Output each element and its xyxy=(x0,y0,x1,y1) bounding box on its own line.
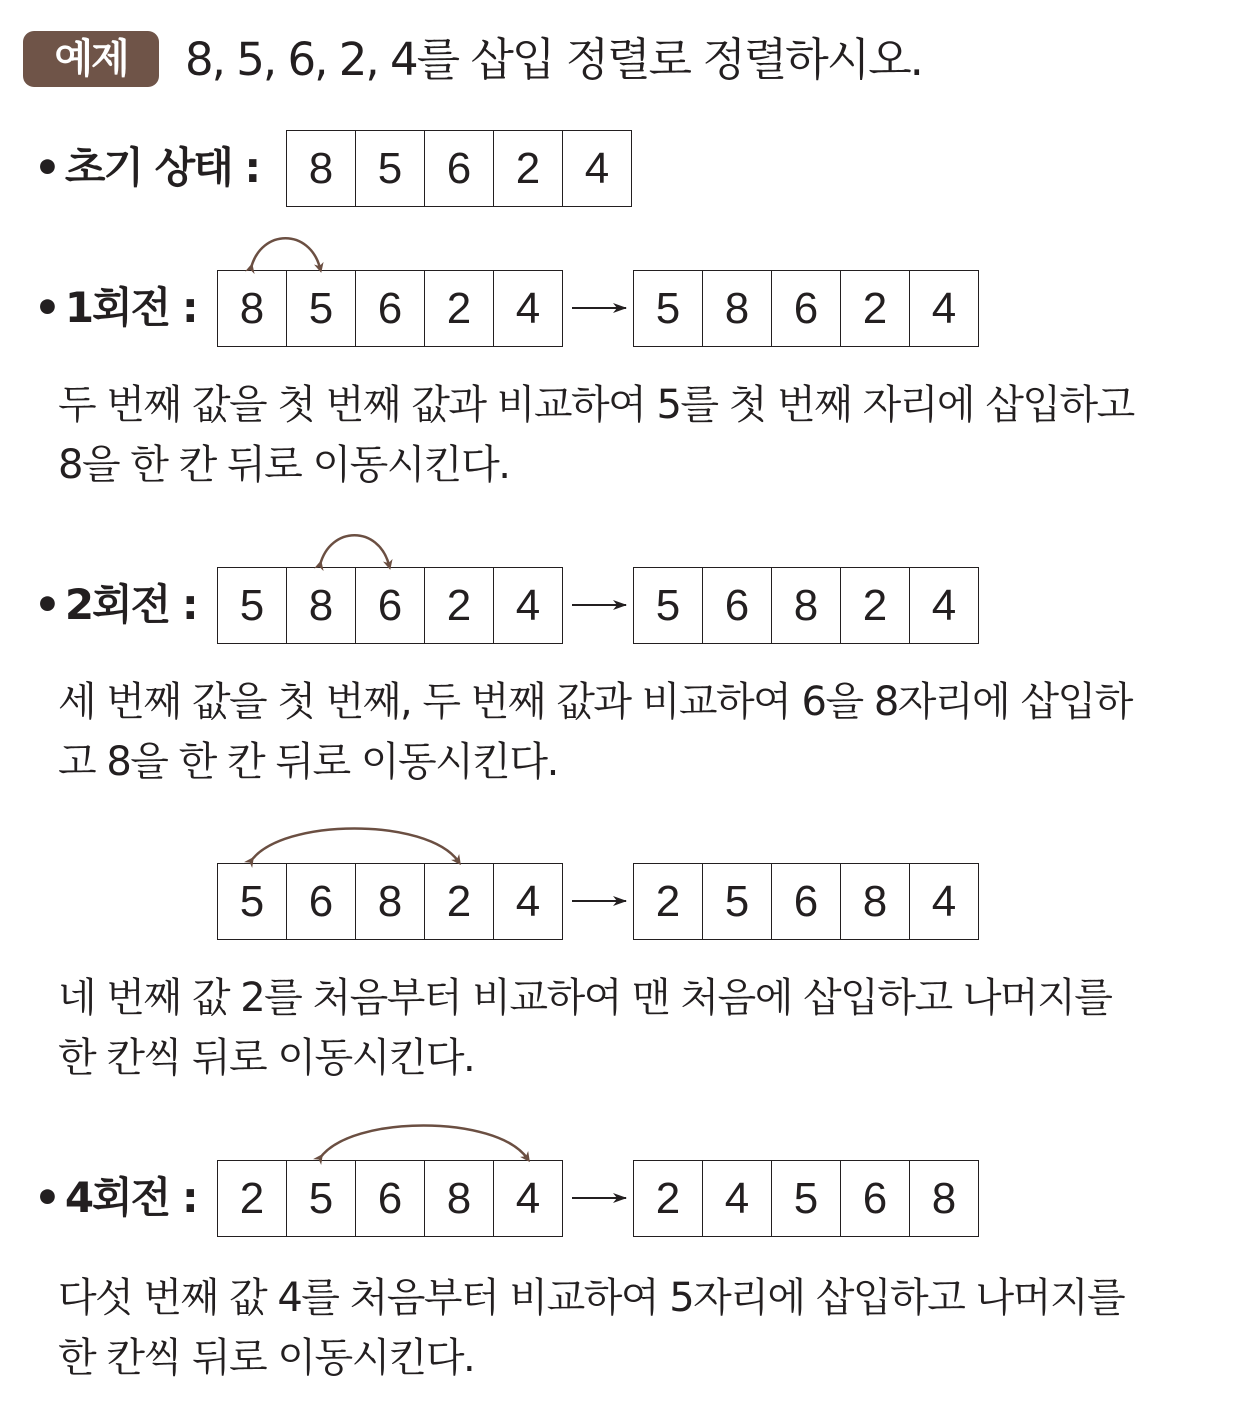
bullet: • xyxy=(34,1173,59,1222)
array-cell: 8 xyxy=(702,270,772,347)
array-cell: 8 xyxy=(909,1160,979,1237)
array-cell: 4 xyxy=(562,130,632,207)
array-cell: 5 xyxy=(771,1160,841,1237)
array-cell: 8 xyxy=(217,270,287,347)
pass-3-description-line-1: 네 번째 값 2를 처음부터 비교하여 맨 처음에 삽입하고 나머지를 xyxy=(58,975,1112,1021)
bullet: • xyxy=(34,283,59,332)
pass-3-description-line-2: 한 칸씩 뒤로 이동시킨다. xyxy=(58,1035,475,1081)
array-cell: 5 xyxy=(286,1160,356,1237)
array-cell: 2 xyxy=(493,130,563,207)
array-cell: 5 xyxy=(702,863,772,940)
pass-1-description-line-2: 8을 한 칸 뒤로 이동시킨다. xyxy=(58,442,510,488)
array-cell: 6 xyxy=(355,270,425,347)
pass-label-text: 2회전 : xyxy=(64,580,197,629)
array-cell: 4 xyxy=(909,270,979,347)
array-cell: 8 xyxy=(771,567,841,644)
array-cell: 2 xyxy=(840,567,910,644)
array-cell: 4 xyxy=(493,270,563,347)
pass-4-description-line-1: 다섯 번째 값 4를 처음부터 비교하여 5자리에 삽입하고 나머지를 xyxy=(58,1275,1125,1321)
array-cell: 2 xyxy=(424,270,494,347)
array-cell: 6 xyxy=(771,863,841,940)
swap-arcs xyxy=(251,238,527,1158)
array-cell: 8 xyxy=(286,130,356,207)
array-cell: 6 xyxy=(355,567,425,644)
pass-4-description-line-2: 한 칸씩 뒤로 이동시킨다. xyxy=(58,1335,475,1381)
example-badge: 예제 xyxy=(23,31,159,87)
swap-arc xyxy=(251,828,458,861)
array-cell: 6 xyxy=(424,130,494,207)
array-cell: 6 xyxy=(355,1160,425,1237)
array-cell: 4 xyxy=(909,567,979,644)
array-cell: 2 xyxy=(424,863,494,940)
array-cell: 2 xyxy=(633,863,703,940)
array-cell: 2 xyxy=(840,270,910,347)
array-cell: 5 xyxy=(217,863,287,940)
bullet: • xyxy=(34,143,59,192)
array-cell: 4 xyxy=(493,863,563,940)
bullet: • xyxy=(34,580,59,629)
array-cell: 6 xyxy=(702,567,772,644)
pass-label-text: 4회전 : xyxy=(64,1173,197,1222)
array-cell: 8 xyxy=(424,1160,494,1237)
array-cell: 4 xyxy=(493,567,563,644)
array-cell: 6 xyxy=(771,270,841,347)
array-cell: 2 xyxy=(424,567,494,644)
array-cell: 8 xyxy=(840,863,910,940)
pass-label-text: 1회전 : xyxy=(64,283,197,332)
swap-arc xyxy=(320,1125,527,1158)
array-cell: 5 xyxy=(633,567,703,644)
array-cell: 4 xyxy=(493,1160,563,1237)
array-cell: 8 xyxy=(286,567,356,644)
array-cell: 5 xyxy=(355,130,425,207)
initial-label-text: 초기 상태 : xyxy=(64,143,260,192)
array-cell: 4 xyxy=(909,863,979,940)
array-cell: 5 xyxy=(286,270,356,347)
array-cell: 5 xyxy=(633,270,703,347)
array-cell: 2 xyxy=(633,1160,703,1237)
array-cell: 2 xyxy=(217,1160,287,1237)
array-cell: 6 xyxy=(840,1160,910,1237)
swap-arc xyxy=(320,535,389,565)
array-cell: 8 xyxy=(355,863,425,940)
array-cell: 4 xyxy=(702,1160,772,1237)
array-cell: 5 xyxy=(217,567,287,644)
swap-arc xyxy=(251,238,320,268)
pass-2-description-line-2: 고 8을 한 칸 뒤로 이동시킨다. xyxy=(58,739,558,785)
array-cell: 6 xyxy=(286,863,356,940)
problem-statement: 8, 5, 6, 2, 4를 삽입 정렬로 정렬하시오. xyxy=(185,33,922,86)
pass-1-description-line-1: 두 번째 값을 첫 번째 값과 비교하여 5를 첫 번째 자리에 삽입하고 xyxy=(58,382,1134,428)
pass-2-description-line-1: 세 번째 값을 첫 번째, 두 번째 값과 비교하여 6을 8자리에 삽입하 xyxy=(58,679,1132,725)
transition-arrows xyxy=(572,308,626,1198)
